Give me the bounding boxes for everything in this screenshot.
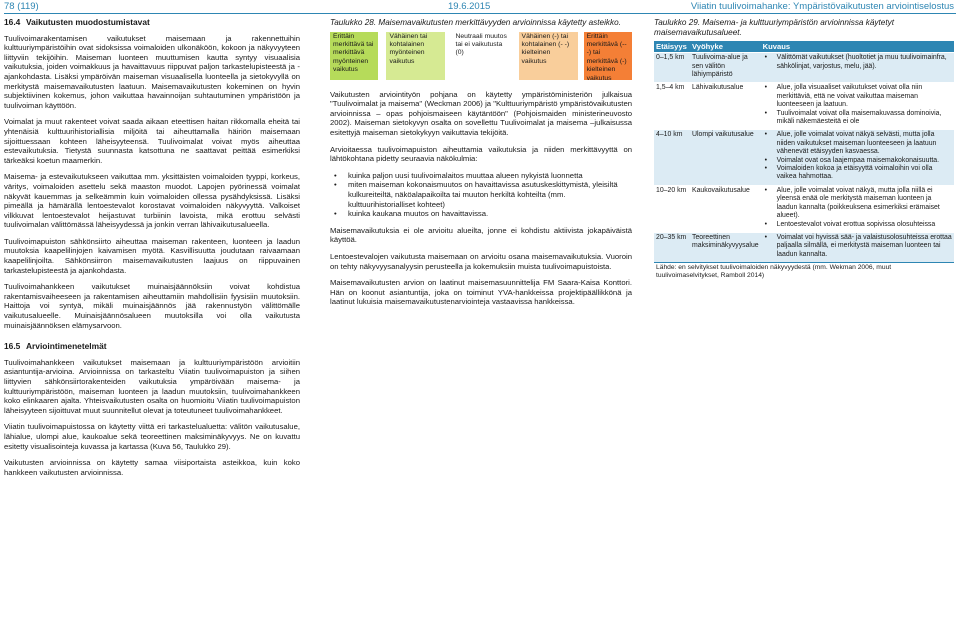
table-row	[654, 232, 954, 262]
paragraph: Tuulivoimahankkeen vaikutukset maisemaan ja kulttuuriympäristöön arvioitiin asiantuntija-arvioina. Arvioinnissa on tarkasteltu Viiatin tuulivoimapuiston ja siihen liittyvien sähkönsiirtorakenteiden vaikutuksia ympäröivään maisema- ja kulttuuriympäristöön, maiseman luonteen ja laadun muutoksiin, tuulivoimahankkeen koko elinkaaren ajalta. Yhteisvaikutusten osalta on huomioitu Viiatin tuulivoimapuiston läheisyyteen sijoittuvat muut suunnitellut olevat ja toteutuneet tuulivoimahankkeet.	[4, 357, 300, 415]
scale-cell: Vähäinen (-) tai kohtalainen (- -) kielteinen vaikutus	[519, 32, 578, 80]
paragraph: Tuulivoimahankkeen vaikutukset muinaisjäännöksiin voivat kohdistua rakentamisvaiheeseen ja rakentamisen aiheuttamiin mahdollisiin fyysisiin muutoksiin. Haittoja voi syntyä, mikäli muinaisjäännös jää rakennustyön välittömälle vaikutusalueelle. Muinaisjäännösalueen muutoksilla voi olla vaikutusta muinaisjäännöksen elämysarvoon.	[4, 282, 300, 330]
table-row	[654, 53, 954, 83]
cell-zone: Teoreettinen maksiminäkyvyysalue	[692, 233, 759, 250]
cell-description	[761, 232, 954, 262]
paragraph: Lentoestevalojen vaikutusta maisemaan on arvioitu osana maisemavaikutuksia. Vuoroin on tehty näkyvyysanalyysin perusteella ja kokemuksiin muista tuulivoimapuistoista.	[330, 251, 632, 271]
list-item: • kuinka paljon uusi tuulivoimalaitos muuttaa alueen nykyistä luonnetta	[330, 171, 632, 181]
table-source-note: Lähde: en selvitykset tuulivoimaloiden näkyvyydestä (mm. Wekman 2006, muut tuulivoimaselvitykset, Ramboll 2014)	[654, 263, 954, 284]
scale-cell: Neutraali muutos tai ei vaikutusta (0)	[452, 32, 511, 80]
paragraph: Tuulivoimarakentamisen vaikutukset maisemaan ja rakennettuihin kulttuuriympäristöihin ovat sidoksissa voimaloiden ulkonäköön, kokoon ja näkyvyyteen liittyviin tekijöihin. Maiseman luonteen muuttumisen kautta syntyy visuaalisia vaikutuksia, joiden voimakkuus ja havaittavuus riippuvat paljon tarkastelupisteestä ja -ajankohdasta. Lisäksi ympäröivän maiseman visuaalisella luonteella ja sietokyvyllä on merkitystä maisemavaikutusten laatuun. Maisemavaikutusten kokeminen on hyvin subjektiivinen kokemus, johon vaikuttaa havainnoijan suhtautuminen ympäristöön ja tuulivoiman käyttöön.	[4, 33, 300, 110]
paragraph: Viiatin tuulivoimapuistossa on käytetty viittä eri tarkastelualuetta: välitön vaikutusalue, lähialue, ulompi alue, kaukoalue sekä teoreettinen maksiminäkyvyys. Ne on kuvattu esitetty visualisointeja kuvassa ja kartassa (Kuva 56, Taulukko 29).	[4, 422, 300, 451]
table-row	[654, 185, 954, 232]
document-title: Viiatin tuulivoimahanke: Ympäristövaikutusten arviointiselostus	[690, 1, 954, 12]
table-header-description: Kuvaus	[761, 41, 954, 53]
page-number: 78 (119)	[4, 1, 39, 12]
paragraph: Vaikutusten arvioinnissa on käytetty samaa viisiportaista asteikkoa, kuin koko hankkeen vaikutusten arvioinnissa.	[4, 458, 300, 477]
cell-zone: Lähivaikutusalue	[692, 84, 744, 92]
list-item: • kuinka kaukana muutos on havaittavissa.	[330, 209, 632, 219]
cell-distance: 4–10 km	[656, 131, 683, 139]
table-row	[654, 130, 954, 185]
scale-cell: Erittäin merkittävä (---) tai merkittävä (-) kielteinen vaikutus	[584, 32, 632, 80]
list-item: • Voimalat voi hyvissä sää- ja valaistusolosuhteissa erottaa paljaalla silmällä, ei merkitystä maiseman luonteen tai laadun kannalta.	[763, 234, 952, 259]
cell-distance: 20–35 km	[656, 233, 687, 241]
cell-zone: Ulompi vaikutusalue	[692, 131, 754, 139]
list-item: • Alue, jolle voimalat voivat näkyä, mutta jolla niillä ei yleensä enää ole merkitystä maiseman luonteen ja laadun kannalta (poikkeuksena esimerkiksi erämaiset alueet).	[763, 187, 952, 221]
page-header	[0, 0, 960, 13]
table-caption: Taulukko 29. Maisema- ja kulttuuriympäristön arvioinnissa käytetyt maisemavaikutusalueet.	[654, 18, 894, 37]
paragraph: Tuulivoimapuiston sähkönsiirto aiheuttaa maiseman rakenteen, luonteen ja laadun muutoksia kaapelilinjojen kaivamisen myötä. Kasvillisuutta joudutaan raivaamaan kaapelilinjoilta. Sähkönsiirron maisemavaikutusten laajuus on riippuvainen tarkastelupisteestä ja ajankohdasta.	[4, 236, 300, 275]
paragraph: Maisemavaikutusten arvion on laatinut maisemasuunnittelija FM Saara-Kaisa Konttori. Hän on koonut asiantuntija, joka on toiminut YVA-hankkeissa projektipäällikkönä ja laatinut lukuisia maisemavaikutustenarviointeja vastaavissa hankkeissa.	[330, 278, 632, 307]
column-2	[330, 18, 632, 314]
table-header-zone: Vyöhyke	[690, 41, 761, 53]
section-heading: 16.5 Arviointimenetelmät	[4, 341, 107, 352]
list-item: • Tuulivoimalat voivat olla maisemakuvassa dominoivia, mikäli näkemäesteitä ei ole	[763, 110, 952, 127]
list-item: • Voimaloiden kokoa ja etäisyyttä voimaloihin voi olla vaikea hahmottaa.	[763, 165, 952, 182]
list-item: • Alue, jolla visuaaliset vaikutukset voivat olla niin merkittäviä, että ne voivat vaikuttaa maiseman luonteeseen ja laatuun.	[763, 84, 952, 109]
cell-description	[761, 53, 954, 83]
list-item: • miten maiseman kokonaismuutos on havaittavissa asutuskeskittymistä, yleisiltä kulkureiteiltä, näköalapaikoilta tai muuton herkiltä kohteilta (mm. kulttuurihistorialliset kohteet)	[330, 180, 632, 209]
cell-distance: 1,5–4 km	[656, 84, 685, 92]
scale-cell: Erittäin merkittävä tai merkittävä myönteinen vaikutus	[330, 32, 378, 80]
column-3	[654, 18, 954, 284]
cell-distance: 0–1,5 km	[656, 54, 685, 62]
list-item: • Voimalat ovat osa laajempaa maisemakokonaisuutta.	[763, 157, 952, 165]
paragraph: Maisema- ja estevaikutukseen vaikuttaa mm. yksittäisten voimaloiden tyyppi, korkeus, väritys, voimaloiden asettelu sekä maaston muodot. Lapojen pyörinessä voimalat näkyvät kauemmas ja selkeämmin kuin voimaloiden ollessa pysähdyksissä. Lisäksi pimeällä ja hämärällä lentoestevalot korostavat voimaloiden näkyvyyttä. Valkoiset vilkkuvat lentoestevalot heijastuvat turbiinin lavoista, mikä erottuu selvästi tuulivoimalan välittömässä läheisyydessä ja jonkin verran lähivaikutusalueella.	[4, 172, 300, 230]
list-item: • Lentoestevalot voivat erottua sopivissa olosuhteissa	[763, 221, 952, 229]
header-divider	[4, 13, 956, 14]
date: 19.6.2015	[448, 1, 491, 12]
zones-table	[654, 41, 954, 283]
table-caption: Taulukko 28. Maisemavaikutusten merkittävyyden arvioinnissa käytetty asteikko.	[330, 18, 621, 27]
cell-zone: Tuulivoima-alue ja sen välitön lähiympäristö	[692, 54, 748, 78]
scale-cell: Vähäinen tai kohtalainen myönteinen vaikutus	[386, 32, 445, 80]
column-1	[4, 18, 300, 484]
paragraph: Voimalat ja muut rakenteet voivat saada aikaan eteettisen haitan rikkomalla eheitä tai yhtenäisiä kulttuurihistoriallisia miljöitä tai aiheuttamalla häiriön maisemaan sijoittuessaan kohteen läheisyyteensä. Tuulivoimalat voivat myös aiheuttaa estevaikutuksia. Tietystä suunnasta katsottuna ne saattavat peittää esimerkiksi tärkeäksi koetun maamerkin.	[4, 117, 300, 165]
list-item: • Välittömät vaikutukset (huoltotiet ja muu tuulivoimainfra, sähkölinjat, varjostus, melu, jää).	[763, 54, 952, 71]
table-header-distance: Etäisyys	[654, 41, 690, 53]
cell-description	[761, 130, 954, 185]
impact-scale	[330, 32, 632, 80]
paragraph: Arvioitaessa tuulivoimapuiston aiheuttamia vaikutuksia ja niiden merkittävyyttä on lähtökohtana pidetty seuraavia näkökulmia:	[330, 144, 632, 164]
cell-distance: 10–20 km	[656, 186, 687, 194]
paragraph: Maisemavaikutuksia ei ole arvioitu alueilta, jonne ei kohdistu aktiivista jokapäiväistä käyttöä.	[330, 225, 632, 245]
table-row	[654, 83, 954, 130]
paragraph: Vaikutusten arviointityön pohjana on käytetty ympäristöministeriön julkaisua "Tuulivoimalat ja maisema" (Weckman 2006) ja "Kulttuuriympäristö ympäristövaikutusten arvioinnissa – opas pohjoismaiseen käytäntöön" (Pohjoismaiden ministerineuvosto 2002). Maiseman sietokyvyn osalta on sovellettu Tuulivoimalat ja maisema –julkaisussa esitettyjä maiseman sietokykyyn vaikuttavia tekijöitä.	[330, 89, 632, 137]
list-item: • Alue, jolle voimalat voivat näkyä selvästi, mutta jolla niiden vaikutukset maiseman luonteeseen ja laatuun vähenevät etäisyyden kasvaessa.	[763, 131, 952, 156]
cell-zone: Kaukovaikutusalue	[692, 186, 750, 194]
section-heading: 16.4 Vaikutusten muodostumistavat	[4, 17, 150, 27]
cell-description	[761, 185, 954, 232]
bullet-list	[330, 171, 632, 219]
cell-description	[761, 83, 954, 130]
